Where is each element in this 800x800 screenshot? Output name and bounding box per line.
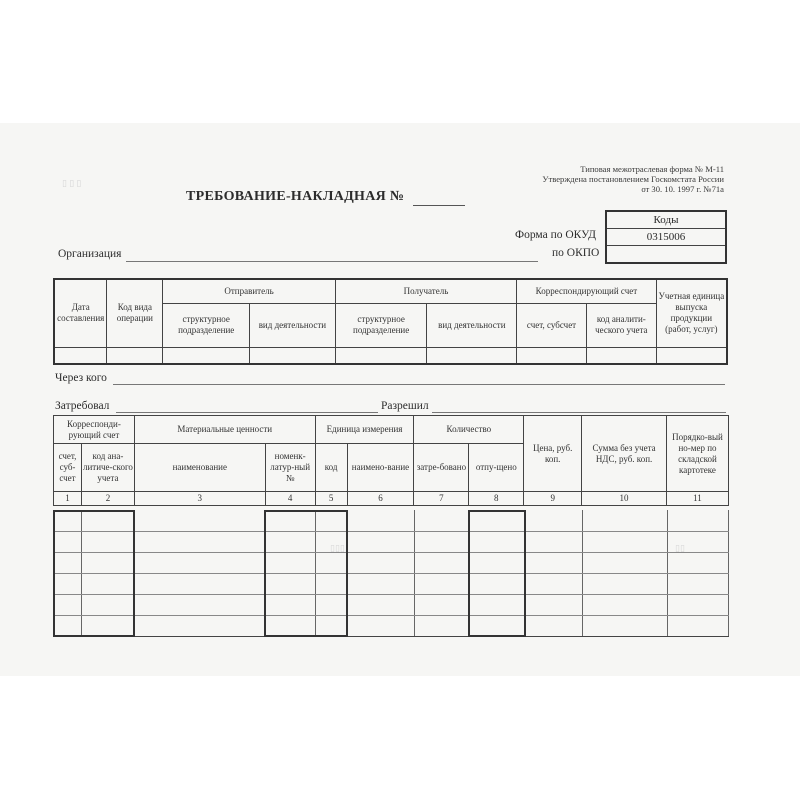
- corr-account-header: Корреспонди-рующий счет: [54, 416, 135, 444]
- requested-qty-header: затре-бовано: [414, 444, 469, 492]
- released-qty-header: отпу-щено: [469, 444, 524, 492]
- sender-struct-header: структурное подразделение: [163, 303, 250, 347]
- quantity-block-border: [468, 510, 526, 637]
- allowed-field[interactable]: [432, 412, 726, 413]
- output-unit-cell[interactable]: [656, 347, 727, 364]
- analytic-cell[interactable]: [586, 347, 656, 364]
- grid-row-line: [53, 594, 729, 595]
- approval-date-note: от 30. 10. 1997 г. №71а: [641, 184, 724, 194]
- column-number: 4: [265, 492, 315, 506]
- sender-activity-header: вид деятельности: [250, 303, 336, 347]
- materials-header: Материальные ценности: [134, 416, 315, 444]
- date-header: Дата составления: [54, 279, 107, 347]
- document-header-table: [53, 278, 728, 365]
- unit-name-header: наимено-вание: [347, 444, 414, 492]
- column-number: 2: [81, 492, 134, 506]
- column-number: 10: [582, 492, 667, 506]
- output-unit-header: Учетная единица выпуска продукции (работ, услуг): [656, 279, 727, 347]
- sum-header: Сумма без учета НДС, руб. коп.: [582, 416, 667, 492]
- column-number: 9: [524, 492, 582, 506]
- corr-account-header: Корреспондирующий счет: [517, 279, 657, 303]
- receiver-struct-cell[interactable]: [335, 347, 427, 364]
- sender-activity-cell[interactable]: [250, 347, 336, 364]
- grid-bottom-line: [53, 636, 729, 637]
- bleed-through-mark: ▯▯▯: [330, 543, 345, 553]
- operation-code-header: Код вида операции: [107, 279, 163, 347]
- card-number-header: Порядко-вый но-мер по складской картотеке: [666, 416, 728, 492]
- date-cell[interactable]: [54, 347, 107, 364]
- receiver-header: Получатель: [335, 279, 516, 303]
- bleed-through-mark: ▯▯: [675, 543, 685, 553]
- document-title: ТРЕБОВАНИЕ-НАКЛАДНАЯ №: [186, 189, 405, 204]
- grid-row-line: [53, 531, 729, 532]
- codes-header: Коды: [607, 212, 725, 229]
- analytic-header: код аналити-ческого учета: [586, 303, 656, 347]
- okpo-code-field[interactable]: [607, 246, 725, 262]
- sender-header: Отправитель: [163, 279, 335, 303]
- sender-struct-cell[interactable]: [163, 347, 250, 364]
- okud-label: Форма по ОКУД: [515, 229, 596, 241]
- form-number-note: Типовая межотраслевая форма № М-11: [580, 164, 724, 174]
- column-number: 3: [134, 492, 265, 506]
- receiver-activity-cell[interactable]: [427, 347, 517, 364]
- nomenclature-header: номенк-латур-ный №: [265, 444, 315, 492]
- column-number: 1: [54, 492, 82, 506]
- materials-table-header: [53, 415, 729, 506]
- form-approval-note: [532, 164, 724, 194]
- allowed-label: Разрешил: [381, 400, 429, 412]
- organization-field[interactable]: [126, 261, 538, 262]
- requested-field[interactable]: [116, 412, 378, 413]
- column-number: 6: [347, 492, 414, 506]
- okud-code: 0315006: [607, 229, 725, 246]
- analytic-header: код ана-литиче-ского учета: [81, 444, 134, 492]
- document-number-field[interactable]: [413, 205, 465, 206]
- unit-code-header: код: [315, 444, 347, 492]
- quantity-header: Количество: [414, 416, 524, 444]
- bleed-through-mark: ▯ ▯ ▯: [62, 178, 82, 188]
- account-cell[interactable]: [517, 347, 587, 364]
- through-label: Через кого: [55, 372, 107, 384]
- accounts-block-border: [53, 510, 135, 637]
- grid-row-line: [53, 615, 729, 616]
- price-header: Цена, руб. коп.: [524, 416, 582, 492]
- approval-note: Утверждена постановлением Госкомстата России: [542, 174, 724, 184]
- requested-label: Затребовал: [55, 400, 110, 412]
- column-number: 8: [469, 492, 524, 506]
- column-number: 11: [666, 492, 728, 506]
- nomenclature-block-border: [264, 510, 348, 637]
- operation-code-cell[interactable]: [107, 347, 163, 364]
- grid-row-line: [53, 552, 729, 553]
- column-number: 5: [315, 492, 347, 506]
- organization-label: Организация: [58, 248, 122, 260]
- account-header: счет, субсчет: [517, 303, 587, 347]
- name-header: наименование: [134, 444, 265, 492]
- materials-entry-grid[interactable]: [53, 510, 729, 637]
- account-header: счет, суб-счет: [54, 444, 82, 492]
- unit-header: Единица измерения: [315, 416, 414, 444]
- column-number: 7: [414, 492, 469, 506]
- okpo-label: по ОКПО: [552, 247, 600, 259]
- through-field[interactable]: [113, 384, 725, 385]
- receiver-activity-header: вид деятельности: [427, 303, 517, 347]
- codes-box: [605, 210, 727, 264]
- receiver-struct-header: структурное подразделение: [335, 303, 427, 347]
- grid-row-line: [53, 573, 729, 574]
